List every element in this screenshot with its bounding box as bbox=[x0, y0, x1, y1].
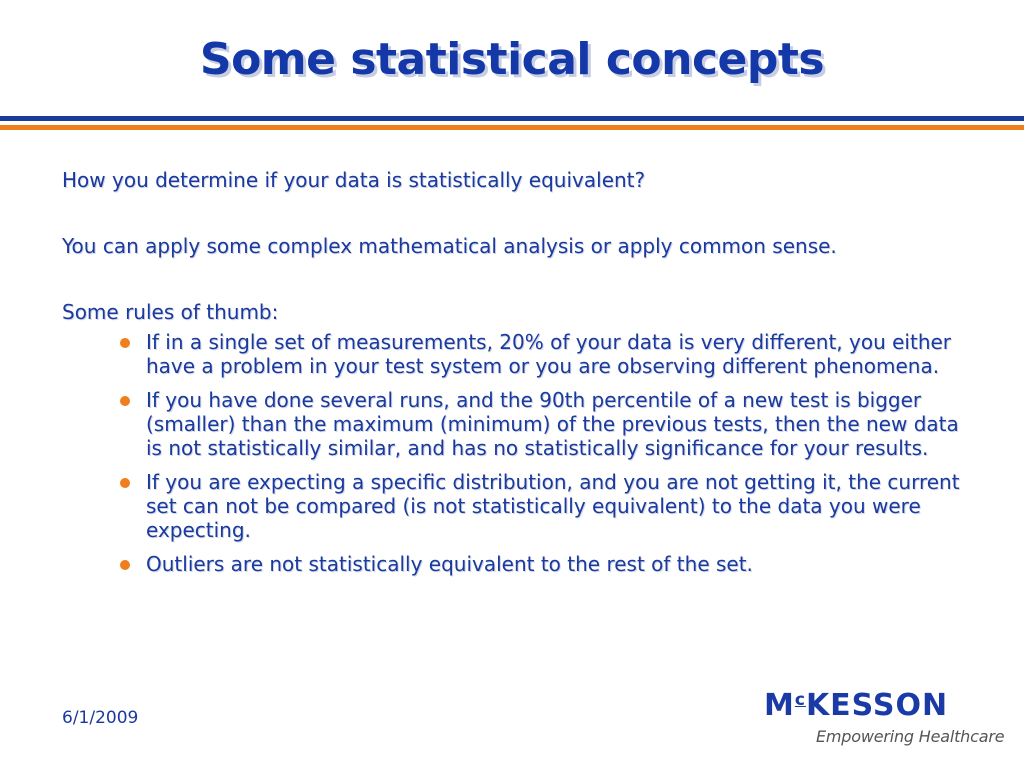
bullet-icon bbox=[120, 560, 130, 570]
list-item-text: If you are expecting a specific distribution, and you are not getting it, the current set can not be compared (is not statistically equivalent) to the data you were expecting. bbox=[146, 470, 960, 542]
list-item-text: If in a single set of measurements, 20% of your data is very different, you either have a problem in your test system or you are observing different phenomena. bbox=[146, 330, 952, 378]
slide-date: 6/1/2009 bbox=[62, 708, 139, 728]
logo-prefix: M bbox=[764, 688, 795, 723]
list-item bbox=[112, 470, 962, 542]
rules-list bbox=[62, 330, 962, 576]
title-divider-blue bbox=[0, 116, 1024, 121]
paragraph-rules-heading: Some rules of thumb: bbox=[62, 300, 279, 324]
logo-superscript: c bbox=[794, 690, 806, 710]
slide-title: Some statistical concepts bbox=[199, 34, 825, 85]
logo-tagline: Empowering Healthcare bbox=[816, 727, 1005, 746]
bullet-icon bbox=[120, 338, 130, 348]
title-divider-orange bbox=[0, 125, 1024, 130]
list-item-text: Outliers are not statistically equivalent to the rest of the set. bbox=[146, 552, 753, 576]
mckesson-logo bbox=[764, 688, 1005, 752]
list-item bbox=[112, 552, 962, 576]
paragraph-approach: You can apply some complex mathematical analysis or apply common sense. bbox=[62, 234, 837, 258]
list-item-text: If you have done several runs, and the 90th percentile of a new test is bigger (smaller) than the maximum (minimum) of the previous tests, then the new data is not statistically similar, and has no statistically significance for your results. bbox=[146, 388, 959, 460]
paragraph-question: How you determine if your data is statistically equivalent? bbox=[62, 168, 646, 192]
list-item bbox=[112, 330, 962, 378]
list-item bbox=[112, 388, 962, 460]
logo-wordmark bbox=[764, 688, 948, 723]
slide-body bbox=[62, 168, 962, 586]
bullet-icon bbox=[120, 478, 130, 488]
logo-suffix: KESSON bbox=[805, 688, 949, 723]
bullet-icon bbox=[120, 396, 130, 406]
